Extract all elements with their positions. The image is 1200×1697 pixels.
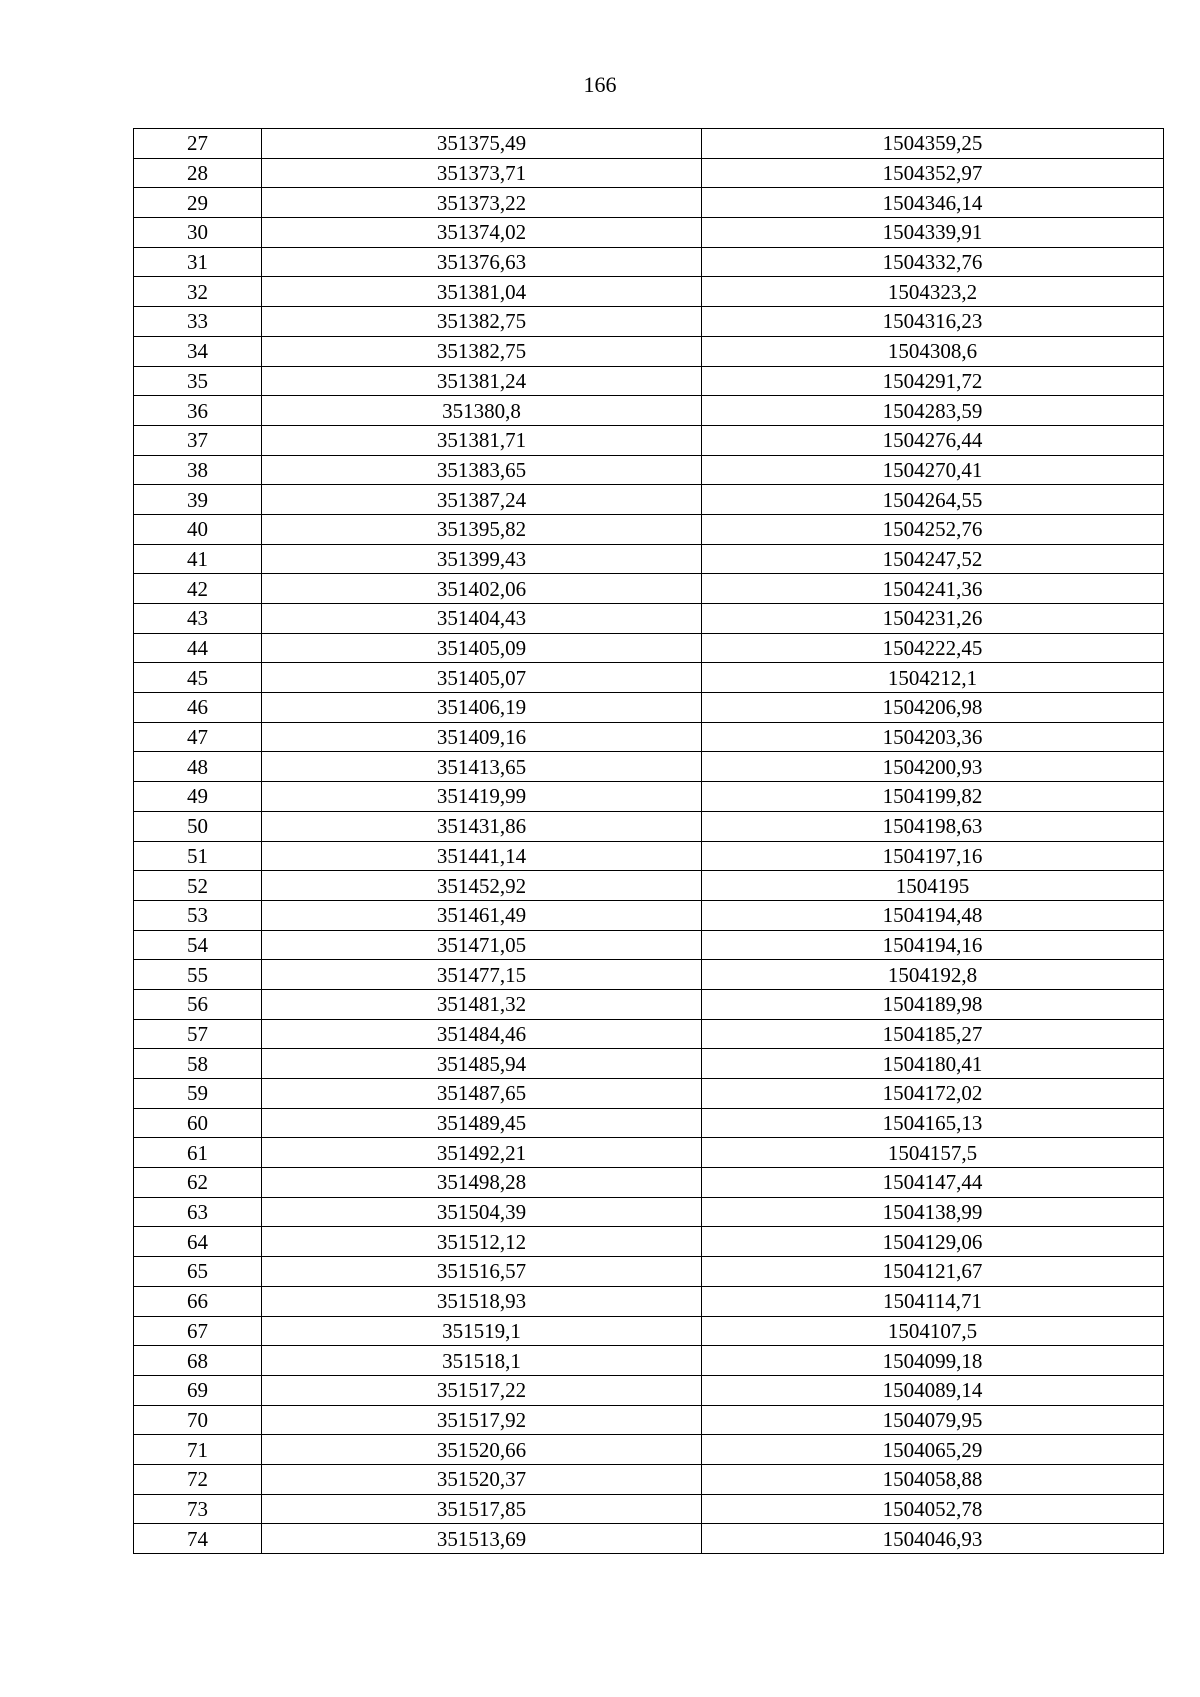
x-coordinate-cell: 351375,49 xyxy=(262,129,702,159)
x-coordinate-cell: 351517,22 xyxy=(262,1375,702,1405)
point-number-cell: 37 xyxy=(134,425,262,455)
y-coordinate-cell: 1504114,71 xyxy=(702,1286,1164,1316)
y-coordinate-cell: 1504316,23 xyxy=(702,307,1164,337)
y-coordinate-cell: 1504046,93 xyxy=(702,1524,1164,1554)
table-row xyxy=(134,188,1164,218)
table-row xyxy=(134,396,1164,426)
y-coordinate-cell: 1504270,41 xyxy=(702,455,1164,485)
table-row xyxy=(134,782,1164,812)
table-row xyxy=(134,366,1164,396)
point-number-cell: 35 xyxy=(134,366,262,396)
y-coordinate-cell: 1504252,76 xyxy=(702,514,1164,544)
y-coordinate-cell: 1504079,95 xyxy=(702,1405,1164,1435)
point-number-cell: 58 xyxy=(134,1049,262,1079)
table-row xyxy=(134,900,1164,930)
x-coordinate-cell: 351382,75 xyxy=(262,307,702,337)
x-coordinate-cell: 351404,43 xyxy=(262,604,702,634)
point-number-cell: 39 xyxy=(134,485,262,515)
point-number-cell: 73 xyxy=(134,1494,262,1524)
y-coordinate-cell: 1504192,8 xyxy=(702,960,1164,990)
x-coordinate-cell: 351381,04 xyxy=(262,277,702,307)
y-coordinate-cell: 1504247,52 xyxy=(702,544,1164,574)
x-coordinate-cell: 351518,1 xyxy=(262,1346,702,1376)
table-row xyxy=(134,989,1164,1019)
y-coordinate-cell: 1504332,76 xyxy=(702,247,1164,277)
point-number-cell: 41 xyxy=(134,544,262,574)
point-number-cell: 44 xyxy=(134,633,262,663)
point-number-cell: 64 xyxy=(134,1227,262,1257)
point-number-cell: 31 xyxy=(134,247,262,277)
x-coordinate-cell: 351380,8 xyxy=(262,396,702,426)
point-number-cell: 72 xyxy=(134,1464,262,1494)
y-coordinate-cell: 1504129,06 xyxy=(702,1227,1164,1257)
y-coordinate-cell: 1504197,16 xyxy=(702,841,1164,871)
table-row xyxy=(134,1316,1164,1346)
y-coordinate-cell: 1504352,97 xyxy=(702,158,1164,188)
point-number-cell: 70 xyxy=(134,1405,262,1435)
y-coordinate-cell: 1504157,5 xyxy=(702,1138,1164,1168)
point-number-cell: 71 xyxy=(134,1435,262,1465)
y-coordinate-cell: 1504147,44 xyxy=(702,1168,1164,1198)
table-row xyxy=(134,247,1164,277)
y-coordinate-cell: 1504203,36 xyxy=(702,722,1164,752)
x-coordinate-cell: 351452,92 xyxy=(262,871,702,901)
y-coordinate-cell: 1504231,26 xyxy=(702,604,1164,634)
table-row xyxy=(134,841,1164,871)
point-number-cell: 60 xyxy=(134,1108,262,1138)
y-coordinate-cell: 1504195 xyxy=(702,871,1164,901)
x-coordinate-cell: 351402,06 xyxy=(262,574,702,604)
y-coordinate-cell: 1504180,41 xyxy=(702,1049,1164,1079)
x-coordinate-cell: 351513,69 xyxy=(262,1524,702,1554)
y-coordinate-cell: 1504200,93 xyxy=(702,752,1164,782)
x-coordinate-cell: 351504,39 xyxy=(262,1197,702,1227)
point-number-cell: 29 xyxy=(134,188,262,218)
x-coordinate-cell: 351520,37 xyxy=(262,1464,702,1494)
x-coordinate-cell: 351413,65 xyxy=(262,752,702,782)
x-coordinate-cell: 351406,19 xyxy=(262,693,702,723)
x-coordinate-cell: 351382,75 xyxy=(262,336,702,366)
x-coordinate-cell: 351517,92 xyxy=(262,1405,702,1435)
table-row xyxy=(134,277,1164,307)
x-coordinate-cell: 351498,28 xyxy=(262,1168,702,1198)
point-number-cell: 33 xyxy=(134,307,262,337)
x-coordinate-cell: 351395,82 xyxy=(262,514,702,544)
x-coordinate-cell: 351487,65 xyxy=(262,1079,702,1109)
x-coordinate-cell: 351387,24 xyxy=(262,485,702,515)
y-coordinate-cell: 1504121,67 xyxy=(702,1257,1164,1287)
point-number-cell: 53 xyxy=(134,900,262,930)
y-coordinate-cell: 1504198,63 xyxy=(702,811,1164,841)
x-coordinate-cell: 351519,1 xyxy=(262,1316,702,1346)
y-coordinate-cell: 1504107,5 xyxy=(702,1316,1164,1346)
y-coordinate-cell: 1504189,98 xyxy=(702,989,1164,1019)
y-coordinate-cell: 1504276,44 xyxy=(702,425,1164,455)
x-coordinate-cell: 351409,16 xyxy=(262,722,702,752)
point-number-cell: 57 xyxy=(134,1019,262,1049)
y-coordinate-cell: 1504089,14 xyxy=(702,1375,1164,1405)
x-coordinate-cell: 351477,15 xyxy=(262,960,702,990)
x-coordinate-cell: 351373,71 xyxy=(262,158,702,188)
table-row xyxy=(134,1168,1164,1198)
point-number-cell: 69 xyxy=(134,1375,262,1405)
point-number-cell: 56 xyxy=(134,989,262,1019)
x-coordinate-cell: 351461,49 xyxy=(262,900,702,930)
y-coordinate-cell: 1504165,13 xyxy=(702,1108,1164,1138)
x-coordinate-cell: 351373,22 xyxy=(262,188,702,218)
table-row xyxy=(134,1257,1164,1287)
y-coordinate-cell: 1504138,99 xyxy=(702,1197,1164,1227)
y-coordinate-cell: 1504308,6 xyxy=(702,336,1164,366)
point-number-cell: 54 xyxy=(134,930,262,960)
point-number-cell: 49 xyxy=(134,782,262,812)
point-number-cell: 51 xyxy=(134,841,262,871)
y-coordinate-cell: 1504172,02 xyxy=(702,1079,1164,1109)
table-row xyxy=(134,129,1164,159)
point-number-cell: 43 xyxy=(134,604,262,634)
y-coordinate-cell: 1504185,27 xyxy=(702,1019,1164,1049)
y-coordinate-cell: 1504222,45 xyxy=(702,633,1164,663)
point-number-cell: 46 xyxy=(134,693,262,723)
y-coordinate-cell: 1504099,18 xyxy=(702,1346,1164,1376)
x-coordinate-cell: 351520,66 xyxy=(262,1435,702,1465)
table-row xyxy=(134,1197,1164,1227)
x-coordinate-cell: 351399,43 xyxy=(262,544,702,574)
y-coordinate-cell: 1504065,29 xyxy=(702,1435,1164,1465)
table-row xyxy=(134,336,1164,366)
y-coordinate-cell: 1504194,16 xyxy=(702,930,1164,960)
table-row xyxy=(134,455,1164,485)
point-number-cell: 48 xyxy=(134,752,262,782)
table-row xyxy=(134,1346,1164,1376)
point-number-cell: 27 xyxy=(134,129,262,159)
table-row xyxy=(134,930,1164,960)
point-number-cell: 68 xyxy=(134,1346,262,1376)
table-row xyxy=(134,1435,1164,1465)
x-coordinate-cell: 351518,93 xyxy=(262,1286,702,1316)
x-coordinate-cell: 351517,85 xyxy=(262,1494,702,1524)
x-coordinate-cell: 351471,05 xyxy=(262,930,702,960)
point-number-cell: 36 xyxy=(134,396,262,426)
table-row xyxy=(134,218,1164,248)
x-coordinate-cell: 351481,32 xyxy=(262,989,702,1019)
x-coordinate-cell: 351492,21 xyxy=(262,1138,702,1168)
point-number-cell: 52 xyxy=(134,871,262,901)
x-coordinate-cell: 351381,24 xyxy=(262,366,702,396)
table-row xyxy=(134,663,1164,693)
y-coordinate-cell: 1504212,1 xyxy=(702,663,1164,693)
table-row xyxy=(134,1049,1164,1079)
table-row xyxy=(134,1286,1164,1316)
point-number-cell: 74 xyxy=(134,1524,262,1554)
table-row xyxy=(134,574,1164,604)
table-row xyxy=(134,722,1164,752)
y-coordinate-cell: 1504283,59 xyxy=(702,396,1164,426)
x-coordinate-cell: 351374,02 xyxy=(262,218,702,248)
y-coordinate-cell: 1504199,82 xyxy=(702,782,1164,812)
x-coordinate-cell: 351516,57 xyxy=(262,1257,702,1287)
point-number-cell: 66 xyxy=(134,1286,262,1316)
y-coordinate-cell: 1504339,91 xyxy=(702,218,1164,248)
x-coordinate-cell: 351512,12 xyxy=(262,1227,702,1257)
table-row xyxy=(134,811,1164,841)
x-coordinate-cell: 351383,65 xyxy=(262,455,702,485)
table-row xyxy=(134,960,1164,990)
x-coordinate-cell: 351431,86 xyxy=(262,811,702,841)
x-coordinate-cell: 351485,94 xyxy=(262,1049,702,1079)
x-coordinate-cell: 351405,09 xyxy=(262,633,702,663)
table-row xyxy=(134,514,1164,544)
x-coordinate-cell: 351489,45 xyxy=(262,1108,702,1138)
point-number-cell: 42 xyxy=(134,574,262,604)
x-coordinate-cell: 351441,14 xyxy=(262,841,702,871)
table-row xyxy=(134,604,1164,634)
y-coordinate-cell: 1504359,25 xyxy=(702,129,1164,159)
table-row xyxy=(134,633,1164,663)
x-coordinate-cell: 351405,07 xyxy=(262,663,702,693)
point-number-cell: 50 xyxy=(134,811,262,841)
table-row xyxy=(134,1108,1164,1138)
x-coordinate-cell: 351381,71 xyxy=(262,425,702,455)
point-number-cell: 63 xyxy=(134,1197,262,1227)
point-number-cell: 55 xyxy=(134,960,262,990)
table-row xyxy=(134,1494,1164,1524)
point-number-cell: 47 xyxy=(134,722,262,752)
table-row xyxy=(134,1138,1164,1168)
table-row xyxy=(134,752,1164,782)
point-number-cell: 65 xyxy=(134,1257,262,1287)
coordinates-table-body xyxy=(134,129,1164,1554)
table-row xyxy=(134,1079,1164,1109)
y-coordinate-cell: 1504346,14 xyxy=(702,188,1164,218)
point-number-cell: 67 xyxy=(134,1316,262,1346)
x-coordinate-cell: 351376,63 xyxy=(262,247,702,277)
y-coordinate-cell: 1504323,2 xyxy=(702,277,1164,307)
y-coordinate-cell: 1504264,55 xyxy=(702,485,1164,515)
y-coordinate-cell: 1504206,98 xyxy=(702,693,1164,723)
y-coordinate-cell: 1504291,72 xyxy=(702,366,1164,396)
point-number-cell: 59 xyxy=(134,1079,262,1109)
y-coordinate-cell: 1504058,88 xyxy=(702,1464,1164,1494)
y-coordinate-cell: 1504052,78 xyxy=(702,1494,1164,1524)
point-number-cell: 62 xyxy=(134,1168,262,1198)
point-number-cell: 30 xyxy=(134,218,262,248)
table-row xyxy=(134,485,1164,515)
point-number-cell: 61 xyxy=(134,1138,262,1168)
table-row xyxy=(134,693,1164,723)
x-coordinate-cell: 351484,46 xyxy=(262,1019,702,1049)
table-row xyxy=(134,1405,1164,1435)
y-coordinate-cell: 1504194,48 xyxy=(702,900,1164,930)
point-number-cell: 45 xyxy=(134,663,262,693)
table-row xyxy=(134,1227,1164,1257)
table-row xyxy=(134,871,1164,901)
table-row xyxy=(134,1464,1164,1494)
x-coordinate-cell: 351419,99 xyxy=(262,782,702,812)
y-coordinate-cell: 1504241,36 xyxy=(702,574,1164,604)
point-number-cell: 38 xyxy=(134,455,262,485)
point-number-cell: 32 xyxy=(134,277,262,307)
coordinates-table xyxy=(133,128,1164,1554)
table-row xyxy=(134,158,1164,188)
point-number-cell: 40 xyxy=(134,514,262,544)
table-row xyxy=(134,544,1164,574)
table-row xyxy=(134,1375,1164,1405)
table-row xyxy=(134,307,1164,337)
point-number-cell: 34 xyxy=(134,336,262,366)
page-number: 166 xyxy=(583,72,617,97)
table-row xyxy=(134,1019,1164,1049)
point-number-cell: 28 xyxy=(134,158,262,188)
table-row xyxy=(134,425,1164,455)
table-row xyxy=(134,1524,1164,1554)
